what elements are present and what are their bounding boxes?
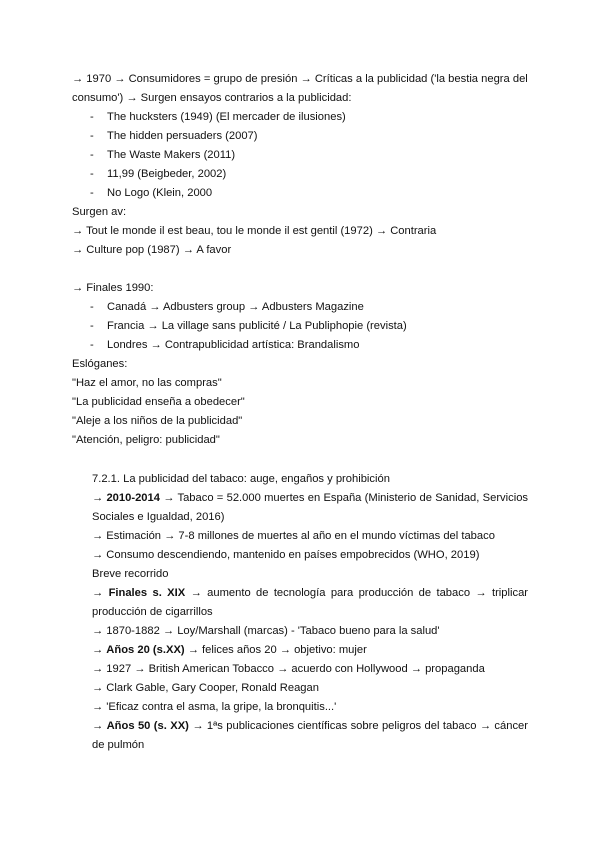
bold-term: Finales s. XIX bbox=[108, 587, 186, 599]
list-item: The hucksters (1949) (El mercader de ilusiones) bbox=[107, 111, 346, 123]
text-line: → 1970 → Consumidores = grupo de presión → Críticas a la publicidad ('la bestia negra del bbox=[72, 73, 528, 85]
text-line: consumo') → Surgen ensayos contrarios a la publicidad: bbox=[72, 92, 352, 104]
list-item: The Waste Makers (2011) bbox=[107, 149, 236, 161]
text-line: → 1870-1882 → Loy/Marshall (marcas) - 'Tabaco bueno para la salud' bbox=[92, 625, 440, 637]
bold-term: Años 20 (s.XX) bbox=[106, 644, 185, 656]
text-line: → 2010-2014 → Tabaco = 52.000 muertes en España (Ministerio de Sanidad, Servicios bbox=[92, 492, 529, 504]
text-line: → Finales s. XIX → aumento de tecnología para producción de tabaco → triplicar bbox=[92, 587, 529, 599]
text-line: → Finales 1990: bbox=[72, 282, 154, 294]
text-line: Sociales e Igualdad, 2016) bbox=[92, 511, 225, 523]
text-line: → Culture pop (1987) → A favor bbox=[72, 244, 232, 256]
list-item: Londres → Contrapublicidad artística: Brandalismo bbox=[107, 339, 360, 351]
list-item: No Logo (Klein, 2000 bbox=[107, 187, 213, 199]
text-line: → 'Eficaz contra el asma, la gripe, la bronquitis...' bbox=[92, 701, 337, 713]
bullet-dash: - bbox=[90, 130, 94, 142]
section-heading: 7.2.1. La publicidad del tabaco: auge, engaños y prohibición bbox=[92, 473, 390, 485]
text-line: producción de cigarrillos bbox=[92, 606, 213, 618]
slogan: "Aleje a los niños de la publicidad" bbox=[72, 415, 243, 427]
list-item: 11,99 (Beigbeder, 2002) bbox=[107, 168, 227, 180]
bullet-dash: - bbox=[90, 168, 94, 180]
bold-term: 2010-2014 bbox=[106, 492, 160, 504]
list-item: Canadá → Adbusters group → Adbusters Magazine bbox=[107, 301, 364, 313]
slogan: "Atención, peligro: publicidad" bbox=[72, 434, 220, 446]
list-item: The hidden persuaders (2007) bbox=[107, 130, 258, 142]
text-line: de pulmón bbox=[92, 739, 145, 751]
list-item: Francia → La village sans publicité / La Publiphopie (revista) bbox=[107, 320, 407, 332]
text-line: → Consumo descendiendo, mantenido en países empobrecidos (WHO, 2019) bbox=[92, 549, 480, 561]
text-line: Surgen av: bbox=[72, 206, 127, 218]
bullet-dash: - bbox=[90, 111, 94, 123]
text-line: → Clark Gable, Gary Cooper, Ronald Reagan bbox=[92, 682, 319, 694]
bullet-dash: - bbox=[90, 187, 94, 199]
slogan: "Haz el amor, no las compras" bbox=[72, 377, 222, 389]
text-line: → Tout le monde il est beau, tou le monde il est gentil (1972) → Contraria bbox=[72, 225, 437, 237]
bullet-dash: - bbox=[90, 320, 94, 332]
bold-term: Años 50 (s. XX) bbox=[106, 720, 189, 732]
text-line: → 1927 → British American Tobacco → acuerdo con Hollywood → propaganda bbox=[92, 663, 485, 675]
slogans-title: Eslóganes: bbox=[72, 358, 128, 370]
bullet-dash: - bbox=[90, 301, 94, 313]
text-line: → Años 50 (s. XX) → 1ªs publicaciones científicas sobre peligros del tabaco → cáncer bbox=[92, 720, 529, 732]
text-line: → Estimación → 7-8 millones de muertes al año en el mundo víctimas del tabaco bbox=[92, 530, 495, 542]
slogan: "La publicidad enseña a obedecer" bbox=[72, 396, 245, 408]
text-line: → Años 20 (s.XX) → felices años 20 → objetivo: mujer bbox=[92, 644, 367, 656]
bullet-dash: - bbox=[90, 339, 94, 351]
text-line: Breve recorrido bbox=[92, 568, 169, 580]
bullet-dash: - bbox=[90, 149, 94, 161]
